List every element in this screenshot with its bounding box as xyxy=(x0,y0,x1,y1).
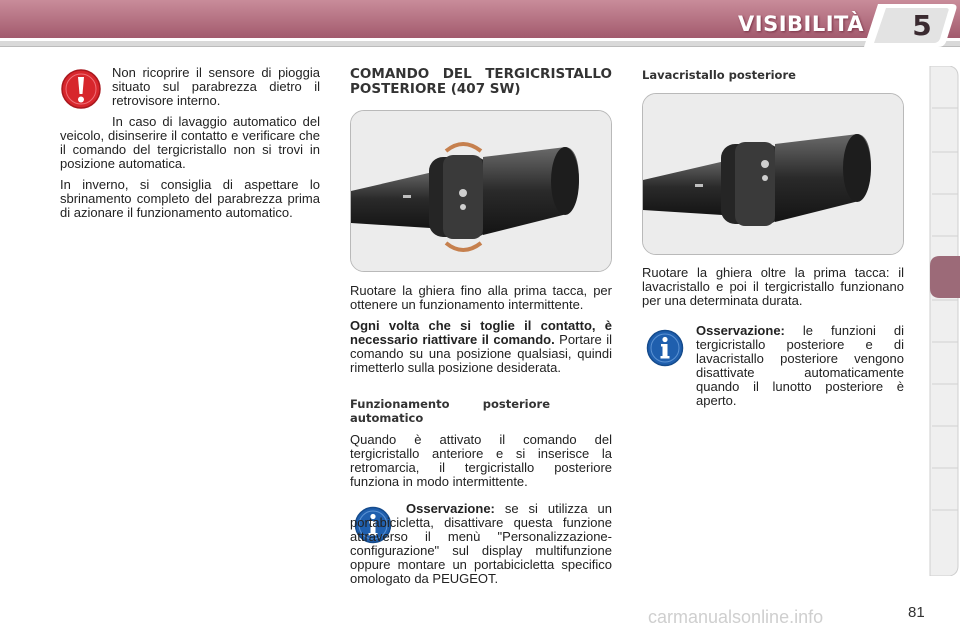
note-paragraph xyxy=(696,324,904,408)
paragraph xyxy=(350,319,612,375)
chapter-side-tabs xyxy=(928,66,960,576)
stalk-illustration xyxy=(643,94,903,254)
paragraph: Non ricoprire il sensore di pioggia situato sul parabrezza dietro il retrovisore interno. xyxy=(112,65,320,108)
paragraph: In caso di lavaggio automatico del veicolo, disinserire il contatto e verificare che il comando del tergicristallo non si trovi in posizione automatica. xyxy=(60,114,320,171)
note-text: se si utilizza un portabicicletta, disattivare questa funzione attraverso il menù "Personalizzazione-configurazione" sul display multifunzione oppure montare un portabicicletta specifico omologato da PEUGEOT. xyxy=(350,501,612,586)
chapter-number: 5 xyxy=(912,9,932,42)
active-chapter-tab xyxy=(930,256,960,298)
sub-heading: Funzionamento posteriore automatico xyxy=(350,397,550,425)
note-label: Osservazione: xyxy=(696,323,785,338)
wiper-stalk-photo xyxy=(642,93,904,255)
note-paragraph xyxy=(350,502,612,586)
middle-column xyxy=(350,284,612,496)
page-header xyxy=(0,0,960,50)
stalk-illustration xyxy=(351,111,611,271)
paragraph: Quando è attivato il comando del tergicristallo anteriore e si inserisce la retromarcia, il tergicristallo posteriore funziona in modo intermittente. xyxy=(350,432,612,489)
note-text: le funzioni di tergicristallo posteriore e di lavacristallo posteriore vengono disattivate automaticamente quando il lunotto posteriore è aperto. xyxy=(696,323,904,408)
paragraph: In inverno, si consiglia di aspettare lo sbrinamento completo del parabrezza prima di azionare il funzionamento automatico. xyxy=(60,177,320,220)
wiper-stalk-photo xyxy=(350,110,612,272)
middle-note xyxy=(350,502,612,593)
watermark: carmanualsonline.info xyxy=(648,607,824,627)
middle-heading-block xyxy=(350,67,612,104)
right-note xyxy=(696,324,904,415)
chapter-title: VISIBILITÀ xyxy=(738,12,864,36)
section-heading: COMANDO DEL TERGICRISTALLO POSTERIORE (407 SW) xyxy=(350,66,612,97)
body-text: Portare il comando su una posizione qualsiasi, quindi rimetterlo sulla posizione desiderata. xyxy=(350,332,612,375)
right-heading-block xyxy=(642,68,904,89)
left-column xyxy=(60,66,320,227)
section-heading: Lavacristallo posteriore xyxy=(642,68,796,82)
paragraph: Ruotare la ghiera oltre la prima tacca: il lavacristallo e poi il tergicristallo funzionano per una determinata durata. xyxy=(642,265,904,308)
bold-text: Ogni volta che si toglie il contatto, è necessario riattivare il comando. xyxy=(350,318,612,347)
paragraph: Ruotare la ghiera fino alla prima tacca, per ottenere un funzionamento intermittente. xyxy=(350,283,612,312)
info-icon xyxy=(646,329,684,367)
right-column xyxy=(642,266,904,315)
note-label: Osservazione: xyxy=(406,501,495,516)
page-number: 81 xyxy=(908,604,925,621)
